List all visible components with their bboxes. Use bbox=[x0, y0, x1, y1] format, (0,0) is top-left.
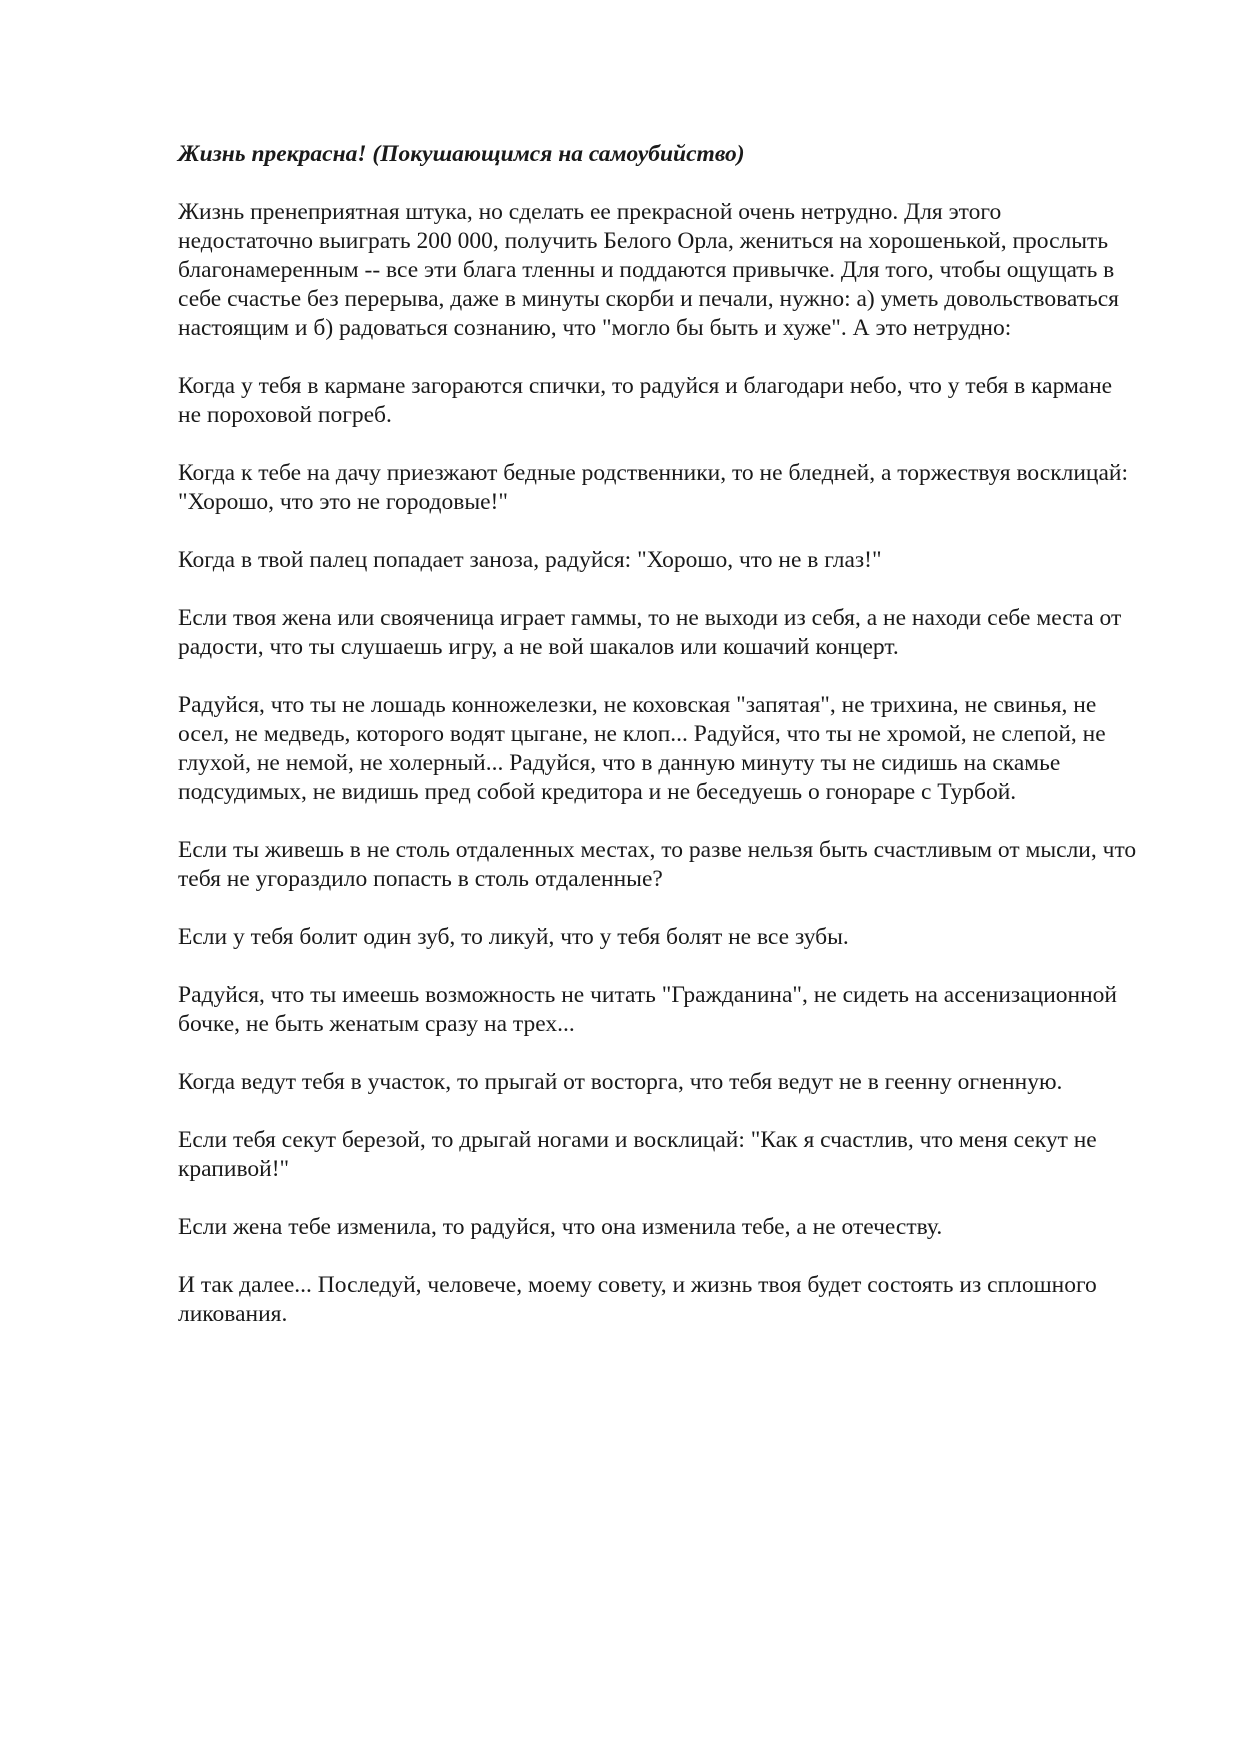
paragraph: Радуйся, что ты не лошадь конножелезки, не коховская "запятая", не трихина, не свинья, не осел, не медведь, которого водят цыгане, не клоп... Радуйся, что ты не хромой, не слепой, не глухой, не немой, не холерный... Радуйся, что в данную минуту ты не сидишь на скамье подсудимых, не видишь пред собой кредитора и не беседуешь о гонораре с Турбой. bbox=[178, 692, 1106, 805]
paragraph: Если твоя жена или свояченица играет гаммы, то не выходи из себя, а не находи себе места от радости, что ты слушаешь игру, а не вой шакалов или кошачий концерт. bbox=[178, 605, 1122, 660]
paragraph: Когда к тебе на дачу приезжают бедные родственники, то не бледней, а торжествуя восклицай: "Хорошо, что это не городовые!" bbox=[178, 460, 1129, 515]
document-body bbox=[178, 140, 1138, 1358]
paragraph: И так далее... Последуй, человече, моему совету, и жизнь твоя будет состоять из сплошного ликования. bbox=[178, 1272, 1097, 1327]
paragraph: Радуйся, что ты имеешь возможность не читать "Гражданина", не сидеть на ассенизационной бочке, не быть женатым сразу на трех... bbox=[178, 982, 1118, 1037]
paragraph: Если тебя секут березой, то дрыгай ногами и восклицай: "Как я счастлив, что меня секут не крапивой!" bbox=[178, 1127, 1097, 1182]
paragraph: Когда у тебя в кармане загораются спички, то радуйся и благодари небо, что у тебя в кармане не пороховой погреб. bbox=[178, 373, 1113, 428]
paragraph: Когда ведут тебя в участок, то прыгай от восторга, что тебя ведут не в геенну огненную. bbox=[178, 1069, 1063, 1095]
paragraph: Если ты живешь в не столь отдаленных местах, то разве нельзя быть счастливым от мысли, что тебя не угораздило попасть в столь отдаленные? bbox=[178, 837, 1137, 892]
document-title: Жизнь прекрасна! (Покушающимся на самоубийство) bbox=[178, 141, 745, 167]
paragraph: Когда в твой палец попадает заноза, радуйся: "Хорошо, что не в глаз!" bbox=[178, 547, 882, 573]
paragraph: Если жена тебе изменила, то радуйся, что она изменила тебе, а не отечеству. bbox=[178, 1214, 943, 1240]
paragraph: Если у тебя болит один зуб, то ликуй, что у тебя болят не все зубы. bbox=[178, 924, 849, 950]
paragraph: Жизнь пренеприятная штука, но сделать ее прекрасной очень нетрудно. Для этого недостаточно выиграть 200 000, получить Белого Орла, жениться на хорошенькой, прослыть благонамеренным -- все эти блага тленны и поддаются привычке. Для того, чтобы ощущать в себе счастье без перерыва, даже в минуты скорби и печали, нужно: а) уметь довольствоваться настоящим и б) радоваться сознанию, что "могло бы быть и хуже". А это нетрудно: bbox=[178, 199, 1119, 341]
